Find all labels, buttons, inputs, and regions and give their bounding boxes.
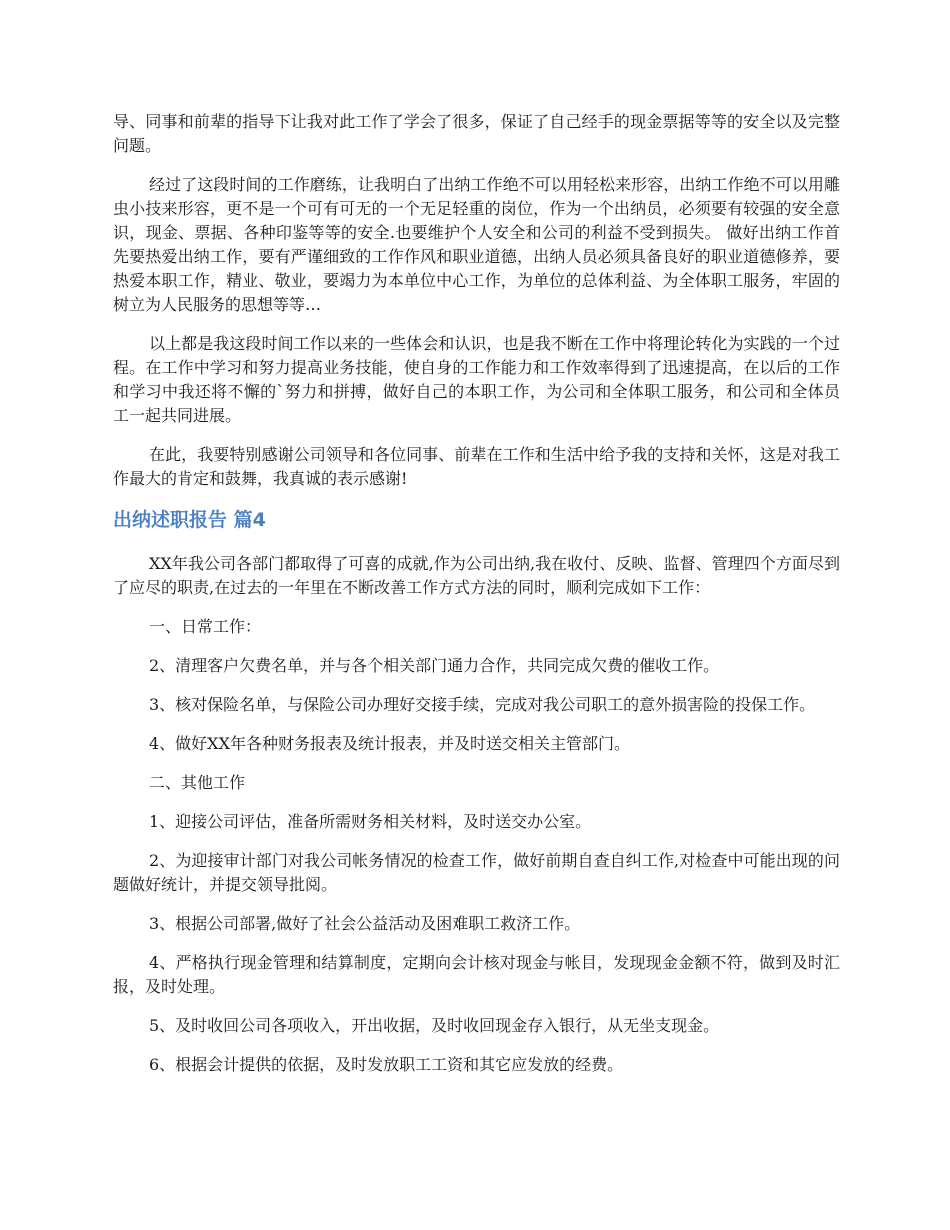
document-page xyxy=(113,110,840,1092)
paragraph: 一、日常工作： xyxy=(149,617,262,636)
paragraph: 4、严格执行现金管理和结算制度，定期向会计核对现金与帐目，发现现金金额不符，做到及时汇报，及时处理。 xyxy=(113,953,840,996)
paragraph: 在此，我要特别感谢公司领导和各位同事、前辈在工作和生活中给予我的支持和关怀，这是对我工作最大的肯定和鼓舞，我真诚的表示感谢! xyxy=(113,445,840,488)
paragraph: 经过了这段时间的工作磨练，让我明白了出纳工作绝不可以用轻松来形容，出纳工作绝不可以用雕虫小技来形容，更不是一个可有可无的一个无足轻重的岗位，作为一个出纳员，必须要有较强的安全意识，现金、票据、各种印鉴等等的安全.也要维护个人安全和公司的利益不受到损失。 做好出纳工作首先要热爱出纳工作，要有严谨细致的工作作风和职业道德，出纳人员必须具备良好的职业道德修养，要热爱本职工作，精业、敬业，要竭力为本单位中心工作，为单位的总体利益、为全体职工服务，牢固的树立为人民服务的思想等等… xyxy=(113,175,840,314)
paragraph: 6、根据会计提供的依据，及时发放职工工资和其它应发放的经费。 xyxy=(149,1055,624,1074)
paragraph: 3、根据公司部署,做好了社会公益活动及困难职工救济工作。 xyxy=(149,914,581,933)
paragraph: 5、及时收回公司各项收入，开出收据，及时收回现金存入银行，从无坐支现金。 xyxy=(149,1016,720,1035)
paragraph: 3、核对保险名单，与保险公司办理好交接手续，完成对我公司职工的意外损害险的投保工作。 xyxy=(149,695,816,714)
section-heading: 出纳述职报告 篇4 xyxy=(113,509,266,531)
paragraph: 二、其他工作 xyxy=(149,773,246,792)
paragraph: 以上都是我这段时间工作以来的一些体会和认识，也是我不断在工作中将理论转化为实践的一个过程。在工作中学习和努力提高业务技能，使自身的工作能力和工作效率得到了迅速提高，在以后的工作和学习中我还将不懈的`努力和拼搏，做好自己的本职工作，为公司和全体职工服务，和公司和全体员工一起共同进展。 xyxy=(113,334,840,425)
paragraph: 4、做好XX年各种财务报表及统计报表，并及时送交相关主管部门。 xyxy=(149,734,630,753)
paragraph: XX年我公司各部门都取得了可喜的成就,作为公司出纳,我在收付、反映、监督、管理四个方面尽到了应尽的职责,在过去的一年里在不断改善工作方式方法的同时，顺利完成如下工作： xyxy=(113,554,840,597)
paragraph: 2、清理客户欠费名单，并与各个相关部门通力合作，共同完成欠费的催收工作。 xyxy=(149,656,720,675)
paragraph: 导、同事和前辈的指导下让我对此工作了学会了很多，保证了自己经手的现金票据等等的安全以及完整问题。 xyxy=(113,112,840,155)
paragraph: 2、为迎接审计部门对我公司帐务情况的检查工作，做好前期自查自纠工作,对检查中可能出现的问题做好统计，并提交领导批阅。 xyxy=(113,851,840,894)
paragraph: 1、迎接公司评估，准备所需财务相关材料，及时送交办公室。 xyxy=(149,812,592,831)
